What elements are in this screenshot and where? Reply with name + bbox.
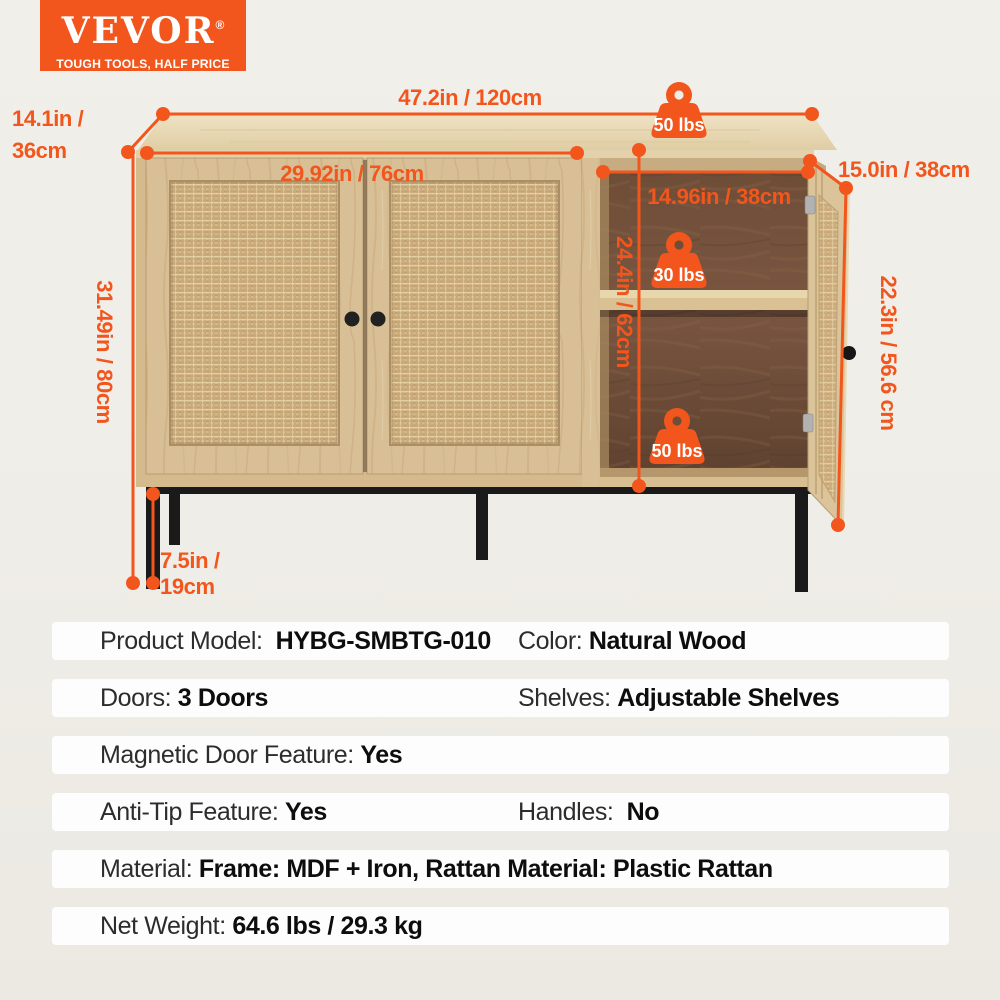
open-door-knob [842,346,856,360]
spec-cell [100,907,422,945]
dim-inner-width-label: 14.96in / 38cm [647,184,791,209]
spec-value: 64.6 lbs / 29.3 kg [232,912,423,940]
spec-label: Product Model: [100,627,276,655]
spec-value: Adjustable Shelves [617,684,840,712]
spec-row-net-weight [52,907,949,945]
brand-name: VEVOR [61,10,216,52]
hinge-top [805,196,815,214]
spec-cell [100,850,773,888]
spec-value: Yes [285,798,327,826]
spec-label: Magnetic Door Feature: [100,741,361,769]
spec-row-material [52,850,949,888]
spec-value: Yes [360,741,403,769]
spec-label: Shelves: [518,684,618,712]
spec-value: No [626,798,660,826]
spec-row-product-model [52,622,949,660]
spec-cell [100,679,268,717]
spec-cell [100,793,327,831]
leg-bar [146,487,812,494]
dim-door-width-label: 29.92in / 76cm [280,161,424,186]
dim-leg-label-line1: 7.5in / [160,548,220,573]
spec-label: Handles: [518,798,627,826]
spec-label: Color: [518,627,589,655]
dim-inner-height-label: 24.4in / 62cm [612,236,637,368]
spec-cell [518,622,746,660]
weight-icon-hole [674,240,683,249]
spec-value: HYBG-SMBTG-010 [275,627,491,655]
dim-leg-label-line2: 19cm [160,574,215,599]
door-left [146,158,363,474]
dim-depth-label-line1: 14.1in / [12,106,84,131]
dim-depth-label-line2: 36cm [12,138,67,163]
open-door [803,160,856,527]
spec-value: Frame: MDF + Iron, Rattan Material: Plastic Rattan [198,855,773,883]
spec-value: 3 Doors [177,684,269,712]
spec-row-doors-shelves [52,679,949,717]
spec-label: Doors: [100,684,178,712]
capacity-shelf-label: 30 lbs [653,265,705,285]
vevor-logo [40,0,246,71]
leg-front-right [795,494,808,592]
brand-row [40,4,246,60]
divider-stile [582,158,600,487]
dim-height-label: 31.49in / 80cm [92,280,117,424]
capacity-icon-top [651,82,706,138]
registered-mark: ® [215,18,225,32]
metal-legs [146,487,812,592]
left-door-knob [345,312,360,327]
weight-icon-hole [674,90,683,99]
dim-top-width-label: 47.2in / 120cm [398,85,542,110]
spec-label: Material: [100,855,199,883]
spec-label: Anti-Tip Feature: [100,798,285,826]
spec-value: Natural Wood [588,627,747,655]
leg-middle [476,494,488,560]
capacity-top-label: 50 lbs [653,115,705,135]
dim-right-height-label: 22.3in / 56.6 cm [876,275,901,431]
spec-label: Net Weight: [100,912,233,940]
spec-cell [100,736,402,774]
spec-cell [518,793,659,831]
hinge-bottom [803,414,813,432]
door-gap [363,160,367,472]
spec-row-magnetic-door [52,736,949,774]
weight-icon-hole [672,416,681,425]
spec-cell [518,679,839,717]
spec-cell [100,622,491,660]
leg-rear-left [169,494,180,545]
door-middle [367,158,582,474]
dim-right-door-width-label: 15.0in / 38cm [838,157,970,182]
middle-door-knob [371,312,386,327]
capacity-bottom-label: 50 lbs [651,441,703,461]
spec-row-antitip-handles [52,793,949,831]
bottom-panel-edge [600,477,810,487]
brand-tagline: TOUGH TOOLS, HALF PRICE [56,57,230,71]
cabinet-top [138,114,837,150]
